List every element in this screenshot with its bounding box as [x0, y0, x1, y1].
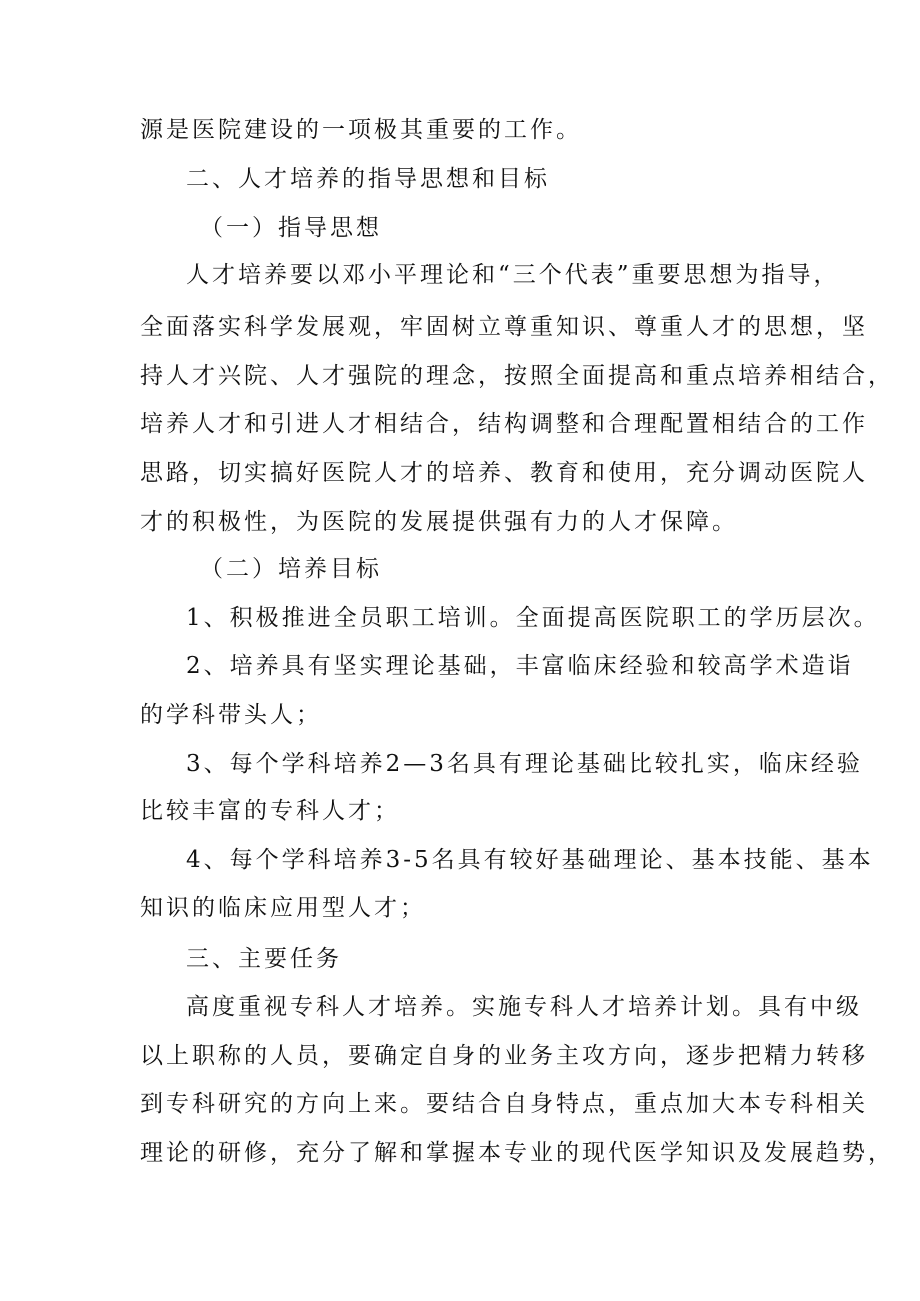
body-text-line: 培养人才和引进人才相结合，结构调整和合理配置相结合的工作: [140, 411, 868, 437]
subsection-heading: （一）指导思想: [200, 215, 382, 241]
body-text-line: 人才培养要以邓小平理论和“三个代表”重要思想为指导，: [186, 262, 840, 288]
list-item-continuation: 知识的临床应用型人才；: [140, 895, 426, 921]
body-text-line: 思路，切实搞好医院人才的培养、教育和使用，充分调动医院人: [140, 460, 868, 486]
body-text-line: 源是医院建设的一项极其重要的工作。: [140, 117, 582, 143]
list-item: 2、培养具有坚实理论基础，丰富临床经验和较高学术造诣: [186, 653, 854, 679]
section-heading: 三、主要任务: [186, 946, 342, 972]
body-text-line: 全面落实科学发展观，牢固树立尊重知识、尊重人才的思想，坚: [140, 314, 868, 340]
body-text-line: 持人才兴院、人才强院的理念，按照全面提高和重点培养相结合，: [140, 363, 894, 389]
list-item-continuation: 的学科带头人；: [140, 702, 322, 728]
list-item: 1、积极推进全员职工培训。全面提高医院职工的学历层次。: [186, 605, 880, 631]
section-heading: 二、人才培养的指导思想和目标: [186, 166, 550, 192]
list-item-continuation: 比较丰富的专科人才；: [140, 798, 400, 824]
body-text-line: 到专科研究的方向上来。要结合自身特点，重点加大本专科相关: [140, 1091, 868, 1117]
list-item: 4、每个学科培养3-5名具有较好基础理论、基本技能、基本: [186, 847, 874, 873]
body-text-line: 理论的研修，充分了解和掌握本专业的现代医学知识及发展趋势，: [140, 1140, 894, 1166]
body-text-line: 以上职称的人员，要确定自身的业务主攻方向，逐步把精力转移: [140, 1043, 868, 1069]
list-item: 3、每个学科培养2—3名具有理论基础比较扎实，临床经验: [186, 751, 863, 777]
subsection-heading: （二）培养目标: [200, 556, 382, 582]
body-text-line: 高度重视专科人才培养。实施专科人才培养计划。具有中级: [186, 994, 862, 1020]
body-text-line: 才的积极性，为医院的发展提供强有力的人才保障。: [140, 509, 738, 535]
